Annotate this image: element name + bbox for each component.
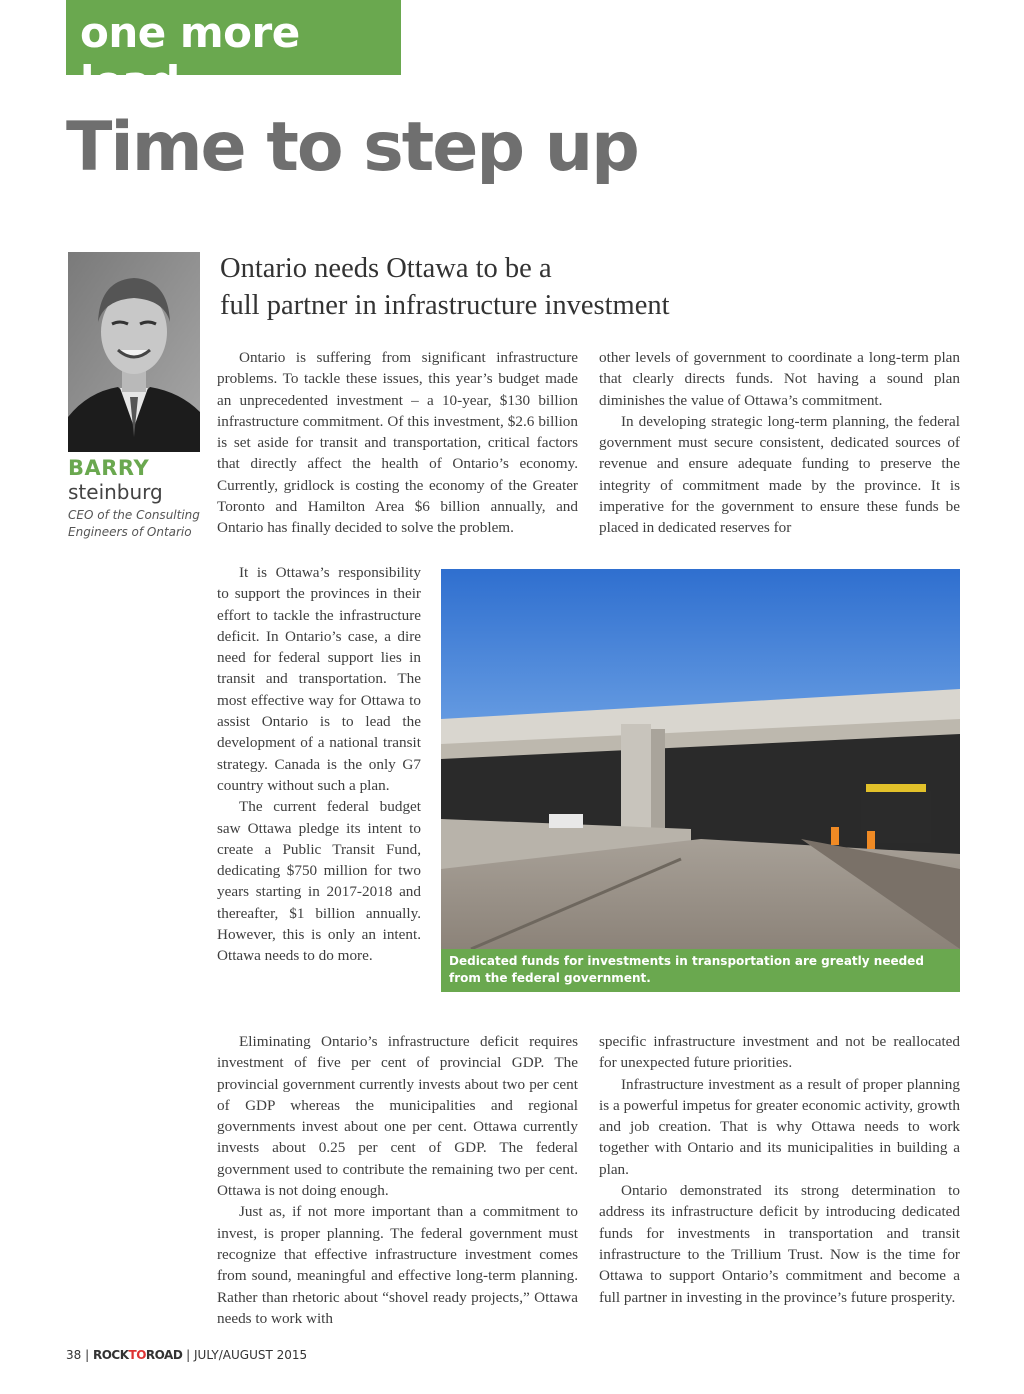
paragraph: specific infrastructure investment and not be reallocated for unexpected future priorities. <box>599 1033 960 1072</box>
overpass-construction-image <box>441 569 960 949</box>
column-1-top <box>217 347 578 539</box>
author-role <box>68 507 200 541</box>
author-first-name: BARRY <box>68 456 150 480</box>
column-1-narrow <box>217 562 421 967</box>
paragraph: other levels of government to coordinate a long-term plan that clearly directs funds. Not having a sound plan diminishes the value of Ottawa’s commitment. <box>599 349 960 409</box>
author-portrait-image <box>68 252 200 452</box>
paragraph: It is Ottawa’s responsibility to support the provinces in their effort to tackle the infrastructure deficit. In Ontario’s case, a dire need for federal support lies in transit and transportation. The most effective way for Ottawa to assist Ontario is to lead the development of a national transit strategy. Canada is the only G7 country without such a plan. <box>217 564 421 794</box>
author-last-name: steinburg <box>68 480 163 504</box>
page-footer <box>66 1348 307 1362</box>
column-1-bottom <box>217 1031 578 1329</box>
article-subhead <box>220 250 670 324</box>
logo-road: ROAD <box>145 1348 183 1362</box>
page-number: 38 <box>66 1348 82 1362</box>
author-role-line-1: CEO of the Consulting <box>68 508 200 522</box>
footer-separator: | <box>85 1348 90 1362</box>
paragraph: Eliminating Ontario’s infrastructure deficit requires investment of five per cent of provincial GDP. The provincial government currently invests about two per cent of GDP whereas the municipalities and regional governments invest about one per cent. Ottawa currently invests about 0.25 per cent of GDP. The federal government used to contribute the remaining two per cent. Ottawa is not doing enough. <box>217 1033 578 1200</box>
photo-caption: Dedicated funds for investments in transportation are greatly needed from the federal government. <box>449 954 924 985</box>
logo-to: TO <box>128 1348 146 1362</box>
logo-rock: ROCK <box>92 1348 129 1362</box>
author-photo <box>68 252 200 452</box>
column-2-bottom <box>599 1031 960 1308</box>
magazine-logo <box>93 1348 182 1362</box>
paragraph: The current federal budget saw Ottawa pledge its intent to create a Public Transit Fund, dedicating $750 million for two years starting in 2017-2018 and thereafter, $1 billion annually. However, this is only an intent. Ottawa needs to do more. <box>217 798 421 965</box>
paragraph: Just as, if not more important than a commitment to invest, is proper planning. The federal government must recognize that effective infrastructure investment comes from sound, meaningful and effective long-term planning. Rather than rhetoric about “shovel ready projects,” Ottawa needs to work with <box>217 1203 578 1327</box>
issue-date: JULY/AUGUST 2015 <box>194 1348 308 1362</box>
subhead-line-2: full partner in infrastructure investment <box>220 290 670 321</box>
paragraph: Ontario demonstrated its strong determination to address its infrastructure deficit by introducing dedicated funds for investments in transportation and transit infrastructure to the Trillium Trust. Now is the time for Ottawa to support Ontario’s commitment and become a full partner in investing in the province’s future prosperity. <box>599 1182 960 1306</box>
author-byline <box>68 456 200 541</box>
author-role-line-2: Engineers of Ontario <box>68 525 192 539</box>
photo-caption-box <box>441 949 960 992</box>
article-headline: Time to step up <box>66 108 638 187</box>
paragraph: Infrastructure investment as a result of proper planning is a powerful impetus for greater economic activity, growth and job creation. That is why Ottawa needs to work together with Ontario and its municipalities in building a plan. <box>599 1075 960 1178</box>
footer-separator: | <box>186 1348 191 1362</box>
section-banner-label: one more load <box>80 8 300 106</box>
section-banner <box>66 0 401 106</box>
column-2-top <box>599 347 960 539</box>
paragraph: Ontario is suffering from significant infrastructure problems. To tackle these issues, this year’s budget made an unprecedented investment – a 10-year, $130 billion infrastructure commitment. Of this investment, $2.6 billion is set aside for transit and transportation, critical factors that directly affect the health of Ontario’s economy. Currently, gridlock is costing the economy of the Greater Toronto and Hamilton Area $6 billion annually, and Ontario has finally decided to solve the problem. <box>217 349 578 537</box>
subhead-line-1: Ontario needs Ottawa to be a <box>220 253 552 284</box>
overpass-photo <box>441 569 960 949</box>
paragraph: In developing strategic long-term planning, the federal government must secure consistent, dedicated sources of revenue and ensure adequate funding to preserve the integrity of commitment made by the province. It is imperative for the government to ensure these funds be placed in dedicated reserves for <box>599 412 960 537</box>
